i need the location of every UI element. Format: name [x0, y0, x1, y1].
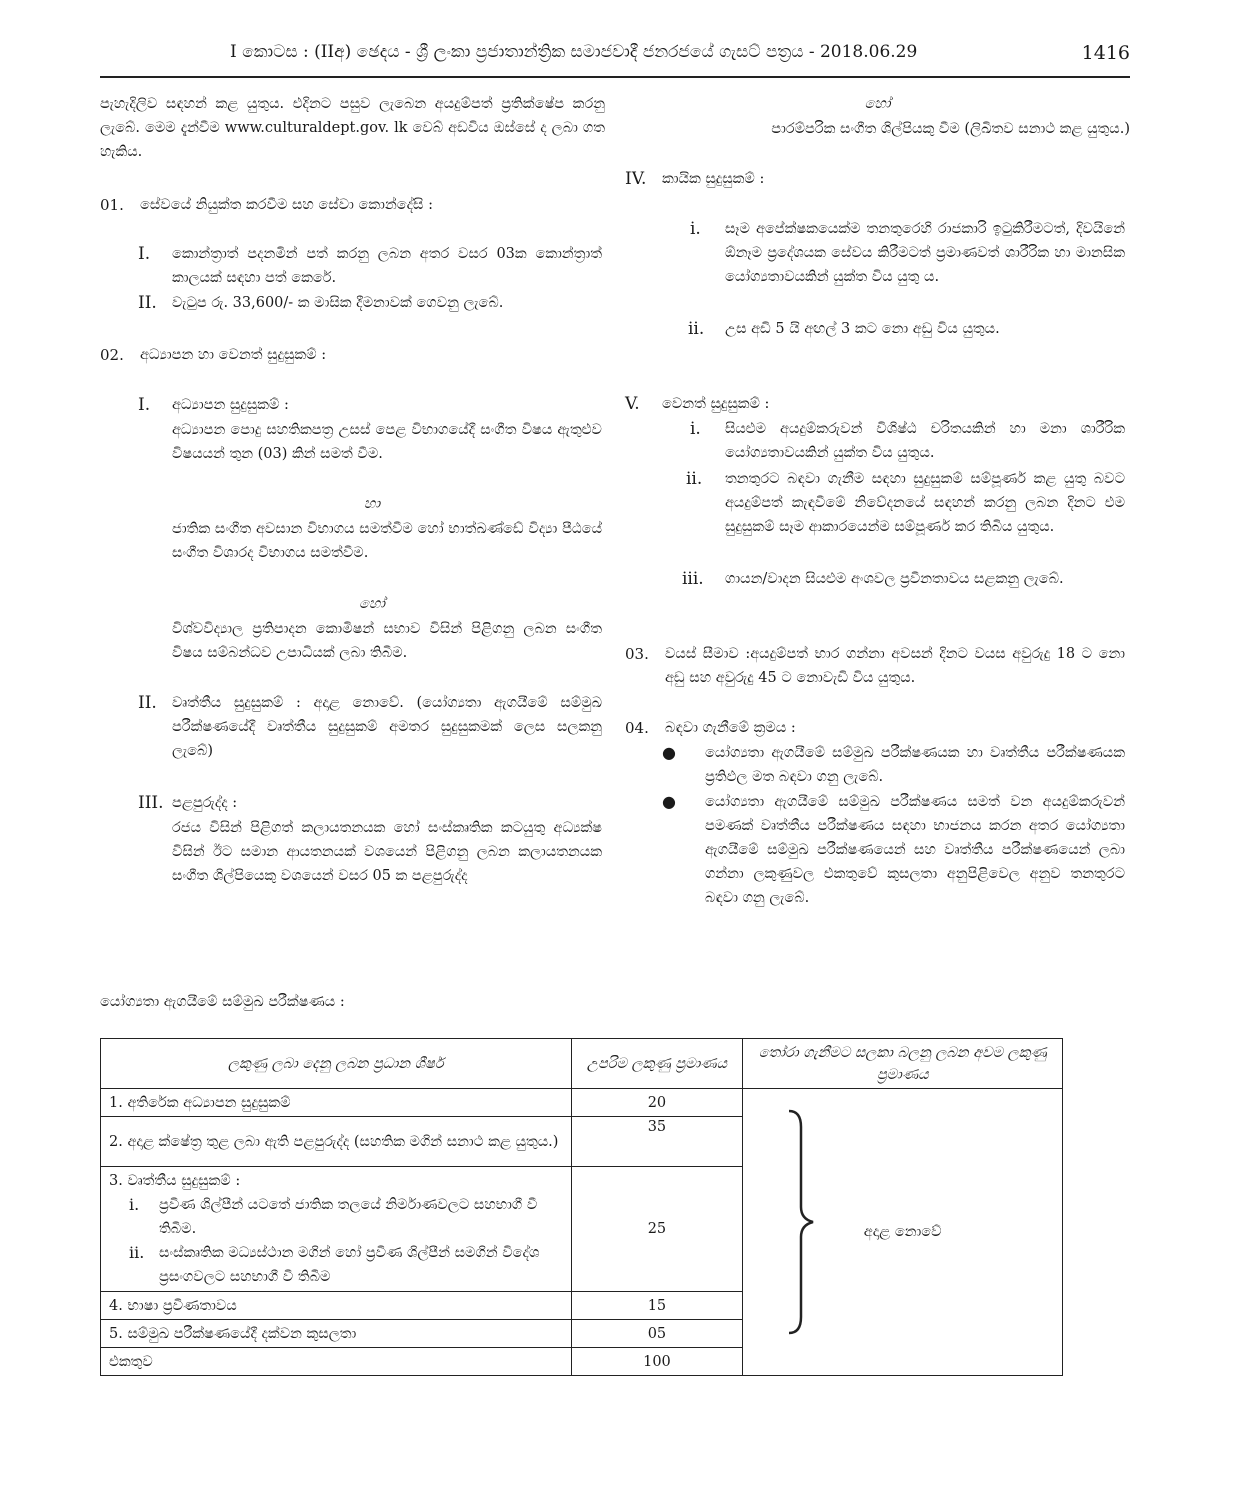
section-iv-number: IV. — [625, 169, 647, 189]
s01-ii-number: II. — [138, 293, 157, 313]
s5-iii-number: iii. — [682, 569, 704, 589]
section-04-title: බඳවා ගැනීමේ ක්‍රමය : — [665, 720, 796, 736]
s04-bullet-2: යෝග්‍යතා ඇගයීමේ සම්මුඛ පරීක්ෂණය සමත් වන අයදුම්කරුවන් පමණක් වෘත්තීය පරීක්ෂණය සඳහා භාජනය කරන අතර යෝග්‍යතා ඇගයීමේ සම්මුඛ පරීක්ෂණයෙන් සහ වෘත්තීය පරීක්ෂණයෙන් ලබා ගන්නා ලකුණුවල එකතුවේ කුසලතා අනුපිළිවෙල අනුව තනතුරට බඳවා ගනු ලැබේ. — [705, 794, 1125, 906]
s04-bullet-1: යෝග්‍යතා ඇගයීමේ සම්මුඛ පරීක්ෂණයක හා වෘත්තීය පරීක්ෂණයක ප්‍රතිඵල මත බඳවා ගනු ලැබේ. — [705, 745, 1125, 785]
s02-ii-text: වෘත්තීය සුදුසුකම් : අදාළ නොවේ. (යෝග්‍යතා ඇගයීමේ සම්මුඛ පරීක්ෂණයේදී වෘත්තීය සුදුසුකම් අමතර සුදුසුකමක් ලෙස සලකනු ලැබේ) — [172, 695, 602, 759]
s02-i-text3: විශ්වවිද්‍යාල ප්‍රතිපාදන කොමිෂන් සභාව විසින් පිළිගනු ලබන සංගීත විෂය සම්බන්ධව උපාධියක් ලබා තිබීම. — [172, 621, 602, 661]
page-number: 1416 — [1081, 42, 1130, 64]
section-02-title: අධ්‍යාපන හා වෙනත් සුදුසුකම් : — [140, 347, 327, 363]
table-row — [101, 1089, 1063, 1117]
s01-ii-text: වැටුප රු. 33,600/- ක මාසික දීමනාවක් ගෙවනු ලැබේ. — [172, 295, 504, 311]
sub-item-text: ප්‍රවීණ ශිල්පීන් යටතේ ජාතික තලයේ නිර්මාණවලට සහභාගී වී තිබීම. — [159, 1197, 538, 1237]
s02-and: හා — [363, 496, 381, 512]
row-label: 1. අතිරේක අධ්‍යාපන සුදුසුකම් — [101, 1089, 572, 1117]
table-caption: යෝග්‍යතා ඇගයීමේ සම්මුඛ පරීක්ෂණය : — [100, 994, 345, 1010]
row-value: 20 — [571, 1089, 743, 1117]
sub-item-number: ii. — [129, 1243, 145, 1262]
s02-iii-text: රජය විසින් පිළිගත් කලායතනයක හෝ සංස්කෘතික කටයුතු අධ්‍යක්ෂ විසින් ඊට සමාන ආයතනයක් වශයෙන් පිළිගනු ලබන කලායතනයක සංගීත ශිල්පියෙකු වශයෙන් වසර 05 ක පළපුරුද්ද — [172, 820, 602, 884]
table-header-row — [101, 1039, 1063, 1089]
sub-item — [109, 1193, 563, 1241]
row-value: 100 — [571, 1348, 743, 1376]
bullet-icon: ● — [662, 743, 676, 762]
row-label: 5. සම්මුඛ පරීක්ෂණයේදී දක්වන කුසලතා — [101, 1320, 572, 1348]
s4-ii-number: ii. — [688, 319, 705, 339]
s01-i-number: I. — [138, 244, 151, 264]
s02-i-text2: ජාතික සංගීත අවසාන විභාගය සමත්වීම හෝ භාත්ඛණ්ඩේ විද්‍යා පීඨයේ සංගීත විශාරද විභාගය සමත්වීම. — [172, 521, 602, 561]
section-01-number: 01. — [100, 196, 124, 214]
row-label: 2. අදාළ ක්ෂේත්‍ර තුළ ලබා ඇති පළපුරුද්ද (සහතික මගින් සනාථ කළ යුතුය.) — [101, 1117, 572, 1167]
s5-iii-text: ගායන/වාදන සියළුම අංශවල ප්‍රවීනතාවය සළකනු ලැබේ. — [725, 571, 1064, 587]
row-label: 3. වෘත්තීය සුදුසුකම් : — [109, 1173, 241, 1189]
s5-ii-text: තනතුරට බඳවා ගැනීම සඳහා සුදුසුකම් සම්පූර්ණ කළ යුතු බවට අයදුම්පත් කැඳවීමේ නිවේදනයේ සඳහන් කරනු ලබන දිනට එම සුදුසුකම් සෑම ආකාරයෙන්ම සම්පූර්ණ කර තිබිය යුතුය. — [725, 471, 1125, 535]
gazette-title: I කොටස : (IIඅ) ඡෙදය - ශ්‍රී ලංකා ප්‍රජාතාන්ත්‍රික සමාජවාදී ජනරජයේ ගැසට් පත්‍රය - 2018.06.29 — [230, 42, 918, 62]
s5-i-text: සියළුම අයදුම්කරුවන් විශිෂ්ඨ චරිතයකින් හා මනා ශාරීරික යෝග්‍යතාවයකින් යුක්ත විය යුතුය. — [725, 421, 1125, 461]
s02-iii-title: පළපුරුද්ද : — [172, 795, 238, 811]
sub-item-number: i. — [129, 1195, 140, 1214]
header-max-marks: උපරිම ලකුණු ප්‍රමාණය — [571, 1039, 743, 1089]
s5-i-number: i. — [690, 419, 701, 439]
row-label-cell — [101, 1167, 572, 1292]
row-value: 35 — [571, 1117, 743, 1167]
row-value: 15 — [571, 1292, 743, 1320]
s5-ii-number: ii. — [686, 469, 703, 489]
section-03-number: 03. — [625, 645, 649, 663]
s02-ii-number: II. — [138, 693, 157, 713]
traditional-musician: පාරම්පරික සංගීත ශිල්පියකු වීම (ලිඛිතව සනාථ කළ යුතුය.) — [771, 121, 1130, 137]
section-04-number: 04. — [625, 719, 649, 737]
header-min-marks: තෝරා ගැනීමට සලකා බලනු ලබන අවම ලකුණු ප්‍රමාණය — [743, 1039, 1063, 1089]
marks-table — [100, 1038, 1063, 1376]
curly-brace-icon — [783, 1107, 823, 1337]
section-02-number: 02. — [100, 346, 124, 364]
section-iv-title: කායික සුදුසුකම් : — [662, 171, 765, 187]
header-main-heads: ලකුණු ලබා දෙනු ලබන ප්‍රධාන ශීර්ෂ — [101, 1039, 572, 1089]
section-v-number: V. — [625, 394, 640, 414]
row-label: 4. භාෂා ප්‍රවීණතාවය — [101, 1292, 572, 1320]
right-or: හෝ — [864, 96, 891, 112]
s02-or: හෝ — [358, 596, 386, 612]
row-label: එකතුව — [101, 1348, 572, 1376]
min-marks-cell — [743, 1089, 1063, 1376]
s4-i-text: සෑම අපේක්ෂකයෙක්ම තනතුරෙහි රාජකාරි ඉටුකිරීමටත්, දිවයිනේ ඕනෑම ප්‍රදේශයක සේවය කිරීමටත් ප්‍රමාණවත් ශාරීරික හා මානසික යෝග්‍යතාවයකින් යුක්ත විය යුතු ය. — [725, 221, 1125, 285]
s02-i-title: අධ්‍යාපන සුදුසුකම් : — [172, 397, 289, 413]
s02-iii-number: III. — [138, 793, 164, 813]
section-v-title: වෙනත් සුදුසුකම් : — [662, 396, 770, 412]
bullet-icon: ● — [662, 792, 676, 811]
s4-ii-text: උස අඩි 5 යි අඟල් 3 කට නො අඩු විය යුතුය. — [725, 321, 1000, 337]
s02-i-number: I. — [138, 395, 151, 415]
section-03-text: වයස් සීමාව :අයදුම්පත් භාර ගන්නා අවසන් දිනට වයස අවුරුදු 18 ට නො අඩු සහ අවුරුදු 45 ට නොවැඩි විය යුතුය. — [665, 646, 1125, 686]
section-01-title: සේවයේ නියුක්ත කරවීම සහ සේවා කොන්දේසි : — [140, 197, 433, 213]
page-header — [100, 40, 1130, 78]
s4-i-number: i. — [690, 219, 701, 239]
sub-item-text: සංස්කෘතික මධ්‍යස්ථාන මගින් හෝ ප්‍රවීණ ශිල්පීන් සමගින් විදේශ ප්‍රසංගවලට සහභාගී වී තිබීම — [159, 1245, 540, 1285]
row-value: 05 — [571, 1320, 743, 1348]
s02-i-text1: අධ්‍යාපන පොදු සහතිකපත්‍ර උසස් පෙළ විභාගයේදී සංගීත විෂය ඇතුළුව විෂයයන් තුන (03) කින් සමත් වීම. — [172, 422, 602, 462]
s01-i-text: කොන්ත්‍රාත් පදනමින් පත් කරනු ලබන අතර වසර 03ක කොන්ත්‍රාත් කාලයක් සඳහා පත් කෙරේ. — [172, 246, 602, 286]
sub-item — [109, 1241, 563, 1289]
intro-paragraph: පැහැදිලිව සඳහන් කළ යුතුය. එදිනට පසුව ලැබෙන අයදුම්පත් ප්‍රතික්ෂේප කරනු ලැබේ. මෙම දැන්වීම www.culturaldept.gov. lk වෙබ් අඩවිය ඔස්සේ ද ලබා ගත හැකිය. — [100, 96, 605, 160]
row-value: 25 — [571, 1167, 743, 1292]
min-marks-note: අදාළ නොවේ — [863, 1224, 942, 1240]
